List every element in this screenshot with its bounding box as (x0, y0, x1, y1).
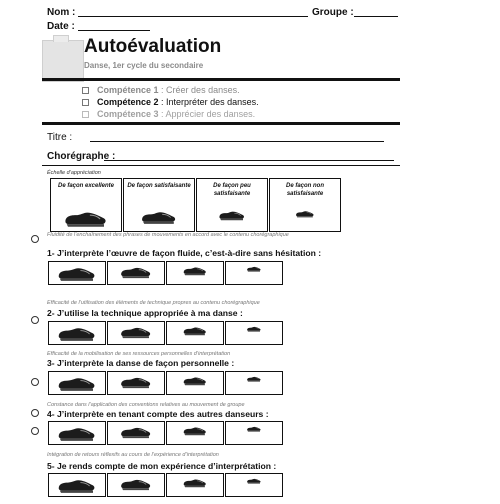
criterion-1-radio[interactable] (31, 235, 39, 243)
shoe-icon (141, 210, 177, 225)
shoe-icon (58, 478, 97, 494)
shoe-icon (120, 266, 152, 279)
criterion-4-option-3[interactable] (166, 421, 224, 445)
criterion-1-option-4[interactable] (225, 261, 283, 285)
criterion-3-option-1[interactable] (48, 371, 106, 395)
scale-level-4: De façon non satisfaisante (269, 178, 341, 232)
criterion-2-option-4[interactable] (225, 321, 283, 345)
shoe-icon (58, 266, 97, 282)
shoe-icon (247, 376, 262, 382)
nom-field[interactable] (78, 16, 308, 17)
scale-row (50, 178, 342, 232)
criterion-3-option-2[interactable] (107, 371, 165, 395)
scale-level-1: De façon excellente (50, 178, 122, 232)
shoe-icon (120, 376, 152, 389)
scale-caption: Échelle d’appréciation (47, 170, 101, 176)
choregraphe-field[interactable] (104, 160, 394, 161)
shoe-icon (247, 426, 262, 432)
criterion-5-question: 5- Je rends compte de mon expérience d’interprétation : (47, 461, 277, 471)
shoe-icon (247, 326, 262, 332)
competence-2: Compétence 2 : Interpréter des danses. (82, 97, 259, 107)
criterion-4-note: Constance dans l’application des conventions relatives au mouvement de groupe (47, 402, 245, 408)
shoe-icon (183, 376, 207, 386)
criterion-4-radio-secondary[interactable] (31, 427, 39, 435)
shoe-icon (58, 426, 97, 442)
choregraphe-label: Chorégraphe : (47, 151, 116, 162)
checkbox-icon (82, 87, 89, 94)
criterion-4-option-4[interactable] (225, 421, 283, 445)
criterion-4-question: 4- J’interprète en tenant compte des autres danseurs : (47, 409, 269, 419)
shoe-icon (183, 426, 207, 436)
criterion-2-options (48, 321, 284, 345)
shoe-icon (64, 210, 108, 228)
criterion-3-question: 3- J’interprète la danse de façon personnelle : (47, 358, 235, 368)
shoe-icon (120, 426, 152, 439)
criterion-3-option-4[interactable] (225, 371, 283, 395)
criterion-1-question: 1- J’interprète l’œuvre de façon fluide, c’est-à-dire sans hésitation : (47, 248, 322, 258)
criterion-2-question: 2- J’utilise la technique appropriée à ma danse : (47, 308, 243, 318)
shoe-icon (183, 266, 207, 276)
titre-label: Titre : (47, 132, 73, 143)
shoe-icon (247, 266, 262, 272)
criterion-4-option-2[interactable] (107, 421, 165, 445)
shoe-icon (183, 326, 207, 336)
rule-middle (42, 122, 400, 125)
scale-level-2: De façon satisfaisante (123, 178, 195, 232)
nom-label: Nom : (47, 7, 76, 18)
criterion-3-options (48, 371, 284, 395)
rule-top (42, 78, 400, 81)
criterion-5-options (48, 473, 284, 497)
folder-icon (42, 40, 84, 82)
shoe-icon (247, 478, 262, 484)
shoe-icon (120, 326, 152, 339)
criterion-4-option-1[interactable] (48, 421, 106, 445)
page-title: Autoévaluation (84, 36, 222, 57)
criterion-1-note: Fluidité de l’enchaînement des phrases de mouvements en accord avec le contenu chorégraphique (47, 232, 289, 238)
date-field[interactable] (78, 30, 150, 31)
criterion-2-option-3[interactable] (166, 321, 224, 345)
criterion-2-option-2[interactable] (107, 321, 165, 345)
rule-thin (42, 165, 400, 166)
shoe-icon (58, 376, 97, 392)
shoe-icon (58, 326, 97, 342)
titre-field[interactable] (90, 141, 384, 142)
criterion-1-options (48, 261, 284, 285)
checkbox-icon (82, 111, 89, 118)
competence-3: Compétence 3 : Apprécier des danses. (82, 109, 255, 119)
checkbox-icon (82, 99, 89, 106)
groupe-label: Groupe : (312, 7, 354, 18)
shoe-icon (296, 210, 315, 218)
criterion-5-option-2[interactable] (107, 473, 165, 497)
criterion-5-option-4[interactable] (225, 473, 283, 497)
date-label: Date : (47, 21, 75, 32)
criterion-3-note: Efficacité de la mobilisation de ses ressources personnelles d’interprétation (47, 351, 231, 357)
page-subtitle: Danse, 1er cycle du secondaire (84, 61, 204, 70)
criterion-3-radio[interactable] (31, 378, 39, 386)
criterion-2-note: Efficacité de l’utilisation des éléments de technique propres au contenu chorégraphique (47, 300, 260, 306)
shoe-icon (120, 478, 152, 491)
shoe-icon (183, 478, 207, 488)
criterion-5-option-3[interactable] (166, 473, 224, 497)
criterion-2-radio[interactable] (31, 316, 39, 324)
criterion-4-options (48, 421, 284, 445)
shoe-icon (219, 210, 246, 221)
criterion-1-option-2[interactable] (107, 261, 165, 285)
criterion-5-note: Intégration de retours réflexifs au cours de l’expérience d’interprétation (47, 452, 219, 458)
criterion-2-option-1[interactable] (48, 321, 106, 345)
criterion-4-radio[interactable] (31, 409, 39, 417)
criterion-5-option-1[interactable] (48, 473, 106, 497)
criterion-1-option-3[interactable] (166, 261, 224, 285)
scale-level-3: De façon peu satisfaisante (196, 178, 268, 232)
competence-1: Compétence 1 : Créer des danses. (82, 85, 240, 95)
groupe-field[interactable] (354, 16, 398, 17)
criterion-3-option-3[interactable] (166, 371, 224, 395)
criterion-1-option-1[interactable] (48, 261, 106, 285)
